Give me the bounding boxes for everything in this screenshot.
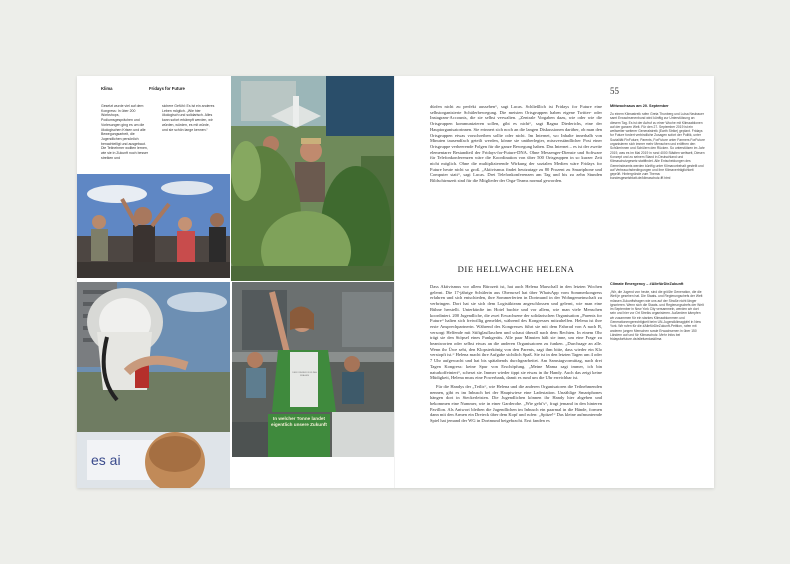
running-header: Fridays for Future xyxy=(149,86,185,91)
left-column-text: Gesetzt wurde viel auf dem Kongress: In über 200 Workshops, Podiumsgesprächen und Vorlesungen ging es um die ökologischen Krisen und alle Bewegungsarbeit, die Jugendlichen persönlich benachteiligt und ausgebaut. Die Teilnehmer wollten lernen, wie sie in Zukunft noch besser streiken und xyxy=(101,104,149,160)
section-label: Klima xyxy=(101,86,113,91)
sidebar-text: „Wir, die Jugend von heute, sind die größte Generation, die die Welt je gesehen hat. Die Staats- und Regierungschefs der Welt müssen Zukunftsfragen wie uns auf der Straße nicht länger ignorieren. Wenn sich die Staats- und Regierungschefs der Welt im September in New York City versammeln, werden wir dort sein und hier vor Ort Streiks organisieren. Außerdem kämpfen wir zusammen für ein starkes Klimaabkommen und Generationengerechtigkeit beim UN-Jugendklimagipfel in New York. Wir rufen für die #AllefürDieZukunft-Petition, rufen mit anderen jungen Menschen sowie Erwachsenen in über 150 Ländern auf und für Klimaschutz. Mehr Infos bei fridaysforfuture.de/allefuerdasklima xyxy=(610,290,704,342)
article-body xyxy=(430,284,602,480)
sidebar-title: Mittwochsaus am 20. September xyxy=(610,104,669,108)
intro-paragraph xyxy=(430,104,602,274)
photo-megaphone xyxy=(77,282,230,488)
sidebar-block-1 xyxy=(610,104,705,262)
page-number: 55 xyxy=(610,86,619,96)
sidebar-block-2 xyxy=(610,282,705,390)
article-body-paragraph: Dass Aktivismus vor allem Bürozeit ist, hat auch Helena Marschall in den letzten Wochen gelernt. Die 17-jährige Schülerin aus Oberursel hat über WhatsApp vom Sommerkongress erfahren und sich entschieden, ihre Sommerferien in Dortmund in der Wohngemeinschaft zu verbringen. Dort hat sie sich dem Logistikteam angeschlossen und gelernt, wie man eine Bühne herstellt. Unterkünfte im Hotel buchte und vor allem, wie man viele Menschen koordiniert. 200 Jugendliche, die zwei Erwachsene der solidarischen Organisation „Parents for Future“ halten sich freiwillig gemeldet, während des Kongresses mitzuhelfen. Helena ist ihre erste Ansprechpartnerin. Während des Kongresses führt sie mit dem Fahrrad von A nach B, versorgt Helfende mit Stiftglasflaschen und schaut überall nach dem Rechten. In einem Ohr trägt sie den Stöpsel eines Funkgeräts. Alle paar Minuten hält sie inne, um eine Frage zu beantworten oder selbst etwas an die anderen Organisatoren zu funken. „Durchsage an alle. Wenn ihr Üwe seht, den Klopsterkönig von den Parents, sagt ihm bitte, dass wieder ein Klo verstopft ist.“ Helena macht ihre Aufgabe sichtlich Spaß. Sie ist in den letzten Tagen um 4 oder 7 Uhr aufgewacht und hat bis spätabends durchgearbeitet. Am Samstagvormittag, nach drei Tagen Kongress: keine Spur von Erschöpfung. „Meine Mama sagt immer, ich bin naturkoffeiniert“, scherzt sie. Immer wieder tippt sie etwas in ihr Handy. Auch das zeigt keine Müdigkeit, Helena muss eine Powerbank, damit es rund um die Uhr erreichbar ist. xyxy=(430,284,602,381)
sidebar-title: Climate Emergency – #AllefürDieZukunft xyxy=(610,282,684,286)
page-gutter xyxy=(394,76,395,488)
article-headline: DIE HELLWACHE HELENA xyxy=(457,264,575,274)
sidebar-text: Zu einem Klimastreik rufen Greta Thunberg und Luisa Neubauer samt Erwachsenenbund wird künftig zur Unterstützung an diesem Tag. Es ist der Aufruf zu einer Woche mit Klimaaktionen auf der ganzen Welt. Für den 27. September 2019 ist ein weltweiter weiterer Generalstreik (Earth Strike) geplant. Fridays for Future fordert verbindliche Zusagen sofort der Politik, unter Sozialität FinFuture, Parents, ForFuture unter Farmers ForFuture organisieren sich immer mehr Menschen und eröffnen den Schülerinnen und Schülern den Rücken. So unterstützen im Jahr 2019, was es im Mai 2019 in rund 4000 Städten weltweit, Diesen Konzept und zu seinem Stand in Deutschland und Klimaschutzgesetz stattfindet. Alle Entscheidungen des Gemeindeamts werden künftig unter Klimavorbehalt gestellt und auf Verbrauchsbedingungen und ihre Klimaverträglichkeit geprüft. Hintergründe zum Thema: bundesgesetzblatt.de/klimaschutz-fff.html xyxy=(610,112,705,181)
photo-girl-with-sign xyxy=(232,282,394,457)
intro-paragraph-text: dürfen nicht zu perfekt aussehen“, sagt Lucas. Schließlich ist Fridays for Future eine selbstorganisierte Schülerbewegung. Die meisten Ortsgruppen haben eigene Twitter- oder Instagram-Accounts, die sie selbst verwalten. „Zentrale Vorgaben dazu, wie oder wie die Ortsgruppen kommunizieren sollen, gibt es nicht“, sagt Ragna Diederichs, eine der Hauptorganisatorinnen. Sie erinnert sich noch an die langen Diskussionen darüber, ob man den Ortsgruppen etwas vorschreiben sollte oder nicht. Im Internet, wo Inhalte innerhalb von Minuten tausendfach geteilt werden, könne sie unüberlegter, missverständlicher Post einer Ortsgruppe verheerende Folgen für die ganze Bewegung haben. Das Internet – es ist der zweite elementarer Bestandteil der Fridays-for-Future-DNA. Ohne Messenger-Dienste und Software für Telefonkonferenzen wäre die Koordination von über 500 Ortsgruppen in so kurzer Zeit nicht möglich. Ohne die multiplizierende Wirkung der sozialen Medien wäre Fridays for Future heute nicht so groß. „Aktivismus findet heutzutage zu 80 Prozent zu Smartphone und Computer statt“, sagt Lucas. Drei Telefonkonferenzen am Tag und bis zu zehn Stunden Bildschirmzeit sind für die Mitglieder der Orga-Teams normal geworden. xyxy=(430,104,602,184)
photo-dancing-crowd xyxy=(77,174,230,278)
article-body-paragraph: Für die Handys der „Teilis“, wie Helena und die anderen Organisatoren die Teilnehmenden nennen, gibt es im Inbusch bei der Hauptwiese eine Ladestation. Unzählige Smartphones hängen dort in Steckerleisten. Die Jugendlichen können ihr Handy hier abgeben und bekommen eine Nummer, wie in einer Garderobe. „Wie geht’s“, fragt jemand in den hinteren Pavillon. Als Antwort bleiben die Jugendlichen im Inbusch ein paarmal in die Hände, formen dann mit den Armen ein Dreieck über dem Kopf und rufen: „Spitze!“ Das kleine aufmunternde Spiel hat jemand der WG in Dortmund beigebracht. Erst fanden es xyxy=(430,383,602,424)
magazine-spread xyxy=(77,76,714,488)
left-column-text-2: sichere Gefühl: Es ist ein anderes Leben möglich. „Wie hier ökologisch und solidarisch. Alles kann sofort erkämpft werden, wir würden, würden, es mit würde, und sie schön lange kennen.“ xyxy=(162,104,215,132)
protest-sign-text: In welcher Tonne landet eigentlich unsere Zukunft xyxy=(271,416,327,427)
mural-text: es ai xyxy=(91,452,121,468)
photo-protester-goggles xyxy=(231,76,394,281)
shirt-text: DER FÜHRER IN KLIMA FRAGEN xyxy=(292,372,317,377)
